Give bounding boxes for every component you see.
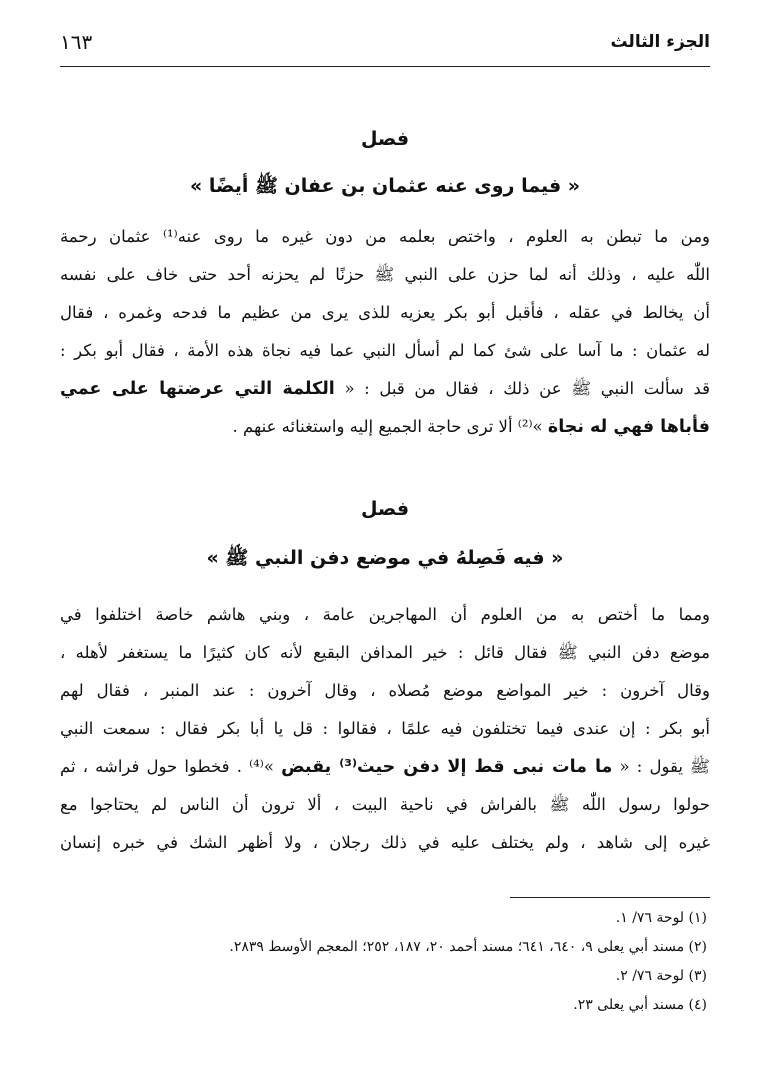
text-line: غيره إلى شاهد ، ولم يختلف عليه في ذلك رجلان ، ولا أظهر الشك في خبره إنسان [60,833,710,852]
text-run: قد سألت النبي ﷺ عن ذلك ، فقال من قبل : « [344,379,710,398]
section-subtitle-2: « فيه فَصِلهُ في موضع دفن النبي ﷺ » [206,547,564,569]
footnote: (٣) لوحة ٧٦/ ٢. [615,968,707,984]
text-line [60,748,710,786]
header-rule [60,66,710,67]
section-heading-1: فصل [360,128,410,150]
text-line: ومن ما تبطن به العلوم ، واختص بعلمه من دون غيره ما روى عنه⁽¹⁾ عثمان رحمة [60,227,710,246]
text-run: »⁽⁴⁾ . فخطوا حول فراشه ، ثم [60,757,274,776]
text-line [60,370,710,408]
text-line: حولوا رسول اللّٰه ﷺ بالفراش في ناحية البيت ، ألا ترون أن الناس لم يحتاجوا مع [60,795,710,814]
text-line: له عثمان : ما آسا على شئ كما لم أسأل النبي عما فيه نجاة هذه الأمة ، فقال أبو بكر : [60,341,710,360]
section-heading-2: فصل [360,498,410,520]
bold-quote: الكلمة التي عرضتها على عمي [60,379,335,399]
footnote-rule [510,897,710,898]
text-line [60,408,710,446]
bold-quote: فأباها فهي له نجاة [547,417,710,437]
paragraph-1 [60,218,710,446]
text-run: ﷺ يقول : « [619,757,710,776]
text-line: ومما ما أختص به من العلوم أن المهاجرين عامة ، وبني هاشم خاصة اختلفوا في [60,605,710,624]
page-number: ١٦٣ [60,30,93,54]
footnote: (٤) مسند أبي يعلى ٢٣. [573,997,707,1013]
bold-quote: ما مات نبى قط إلا دفن حيث⁽³⁾ يقبض [281,757,613,777]
text-line: اللّٰه عليه ، وذلك أنه لما حزن على النبي ﷺ حزنًا لم يحزنه أحد حتى خاف على نفسه [60,265,710,284]
text-line: أبو بكر : إن عندى فيما تختلفون فيه علمًا ، فقالوا : قل يا أبا بكر فقال : سمعت النبي [60,719,710,738]
section-subtitle-1: « فيما روى عنه عثمان بن عفان ﷺ أيضًا » [189,175,581,197]
text-run: »⁽²⁾ ألا ترى حاجة الجميع إليه واستغنائه عنهم . [232,417,543,436]
text-line: موضع دفن النبي ﷺ فقال قائل : خير المدافن البقيع لأنه كان كثيرًا ما يستغفر لأهله ، [60,643,710,662]
footnotes [60,904,707,1020]
text-line: أن يخالط في عقله ، فأقبل أبو بكر يعزيه للذى يرى من عظيم ما فدحه وغمره ، فقال [60,303,710,322]
footnote: (١) لوحة ٧٦/ ١. [615,910,707,926]
paragraph-2 [60,596,710,862]
footnote: (٢) مسند أبي يعلى ٩، ٦٤٠، ٦٤١؛ مسند أحمد ٢٠، ١٨٧، ٢٥٢؛ المعجم الأوسط ٢٨٣٩. [229,939,707,955]
text-line: وقال آخرون : خير المواضع موضع مُصلاه ، وقال آخرون : عند المنبر ، فقال لهم [60,681,710,700]
running-title: الجزء الثالث [610,32,710,52]
page-header [60,26,710,66]
